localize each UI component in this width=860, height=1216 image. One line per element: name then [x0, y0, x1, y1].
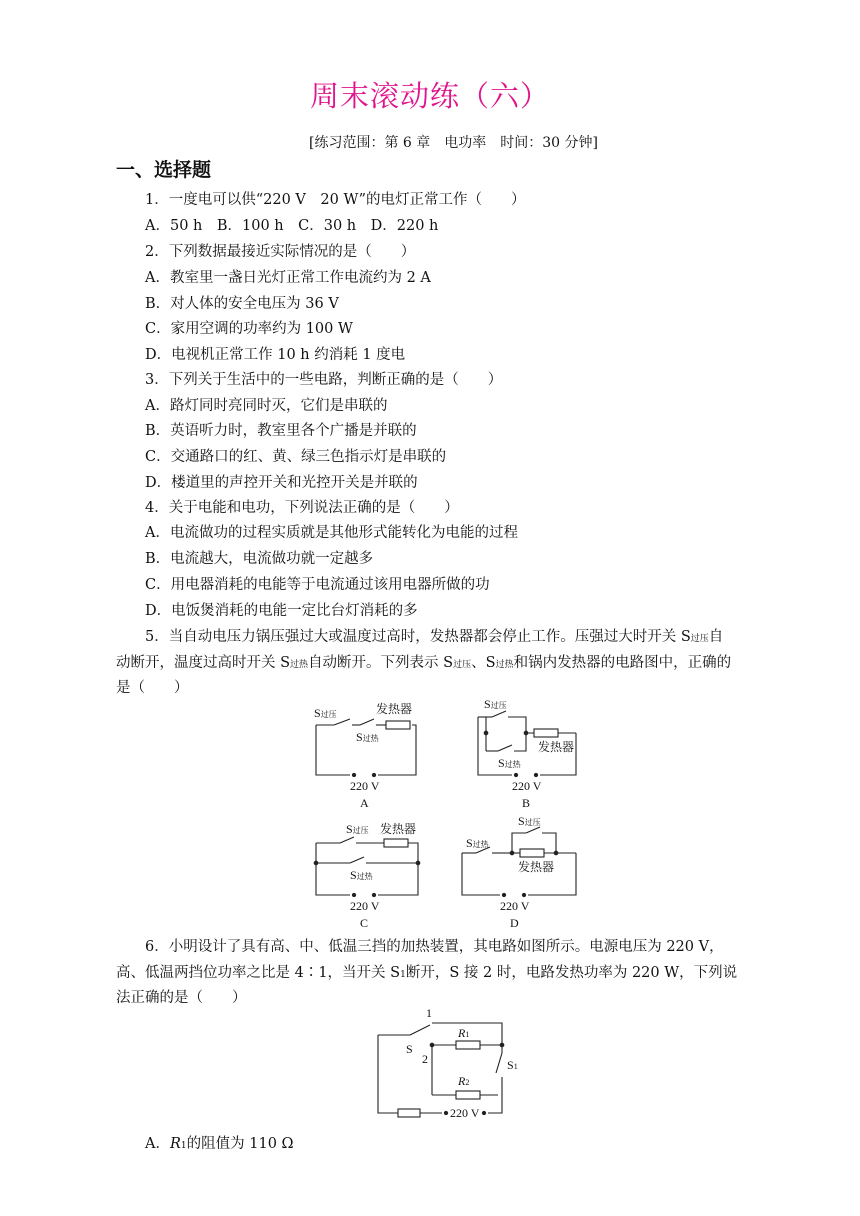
- a-voltage-label: 220 V: [350, 779, 380, 793]
- q2-stem: 2．下列数据最接近实际情况的是（ ）: [145, 244, 416, 260]
- q6-stem-line2: 高、低温两挡位功率之比是 4∶1，当开关 S1断开，S 接 2 时，电路发热功率为 220 W，下列说: [116, 965, 738, 981]
- d-voltage-label: 220 V: [500, 899, 530, 913]
- q2-option-a: A．教室里一盏日光灯正常工作电流约为 2 A: [145, 270, 431, 286]
- q6-s-label: S: [406, 1042, 413, 1056]
- c-s-press-label: S过压: [346, 822, 369, 836]
- d-s-heat-label: S过热: [466, 836, 489, 850]
- q3-stem: 3．下列关于生活中的一些电路，判断正确的是（ ）: [145, 372, 503, 388]
- q2-option-b: B．对人体的安全电压为 36 V: [145, 296, 339, 312]
- q6-s1-label: S1: [507, 1058, 518, 1072]
- q4-stem: 4．关于电能和电功，下列说法正确的是（ ）: [145, 500, 459, 516]
- b-heater-label: 发热器: [538, 740, 575, 754]
- q6-voltage-label: 220 V: [450, 1106, 480, 1120]
- q3-option-d: D．楼道里的声控开关和光控开关是并联的: [145, 475, 418, 491]
- q6-pos1-label: 1: [426, 1006, 432, 1020]
- q6-pos2-label: 2: [422, 1052, 428, 1066]
- circuit-c: [314, 837, 420, 897]
- q5-stem-line3: 是（ ）: [116, 680, 189, 696]
- c-heater-label: 发热器: [380, 822, 417, 836]
- q6-stem-line3: 法正确的是（ ）: [116, 990, 247, 1006]
- q6-r1-label: R1: [458, 1026, 470, 1040]
- q2-option-c: C．家用空调的功率约为 100 W: [145, 321, 353, 337]
- a-heater-label: 发热器: [376, 702, 413, 716]
- q5-stem-line2: 动断开，温度过高时开关 S过热自动断开。下列表示 S过压、S过热和锅内发热器的电路图中，正确的: [116, 655, 732, 671]
- q4-option-d: D．电饭煲消耗的电能一定比台灯消耗的多: [145, 603, 418, 619]
- q1-options: A．50 h B．100 h C．30 h D．220 h: [145, 218, 439, 234]
- q1-stem: 1．一度电可以供“220 V 20 W”的电灯正常工作（ ）: [145, 192, 526, 208]
- c-s-heat-label: S过热: [350, 868, 373, 882]
- d-figure-label: D: [510, 916, 519, 930]
- page-title: 周末滚动练（六）: [309, 79, 550, 113]
- q5-circuit-diagrams: [300, 695, 600, 935]
- a-s-heat-label: S过热: [356, 730, 379, 744]
- b-s-heat-label: S过热: [498, 756, 521, 770]
- d-heater-label: 发热器: [518, 860, 555, 874]
- c-voltage-label: 220 V: [350, 899, 380, 913]
- b-voltage-label: 220 V: [512, 779, 542, 793]
- q2-option-d: D．电视机正常工作 10 h 约消耗 1 度电: [145, 347, 406, 363]
- q3-option-b: B．英语听力时，教室里各个广播是并联的: [145, 423, 417, 439]
- q6-r2-label: R2: [458, 1074, 470, 1088]
- q6-circuit-diagram: [370, 1005, 530, 1130]
- q4-option-a: A．电流做功的过程实质就是其他形式能转化为电能的过程: [145, 525, 518, 541]
- q4-option-b: B．电流越大，电流做功就一定越多: [145, 551, 374, 567]
- a-s-press-label: S过压: [314, 706, 337, 720]
- q3-option-c: C．交通路口的红、黄、绿三色指示灯是串联的: [145, 449, 447, 465]
- q6-stem-line1: 6．小明设计了具有高、中、低温三挡的加热装置，其电路如图所示。电源电压为 220 V，: [145, 939, 724, 955]
- q3-option-a: A．路灯同时亮同时灭，它们是串联的: [145, 398, 388, 414]
- section-heading: 一、选择题: [116, 159, 212, 181]
- a-figure-label: A: [360, 796, 369, 810]
- b-figure-label: B: [522, 796, 531, 810]
- q5-stem-line1: 5．当自动电压力锅压强过大或温度过高时，发热器都会停止工作。压强过大时开关 S过压自: [145, 629, 724, 645]
- exercise-range: [练习范围：第 6 章 电功率 时间：30 分钟]: [309, 135, 598, 151]
- b-s-press-label: S过压: [484, 697, 507, 711]
- q4-option-c: C．用电器消耗的电能等于电流通过该用电器所做的功: [145, 577, 490, 593]
- c-figure-label: C: [360, 916, 369, 930]
- q6-option-a: A．R1的阻值为 110 Ω: [145, 1136, 294, 1152]
- d-s-press-label: S过压: [518, 814, 541, 828]
- circuit-a: [316, 719, 416, 777]
